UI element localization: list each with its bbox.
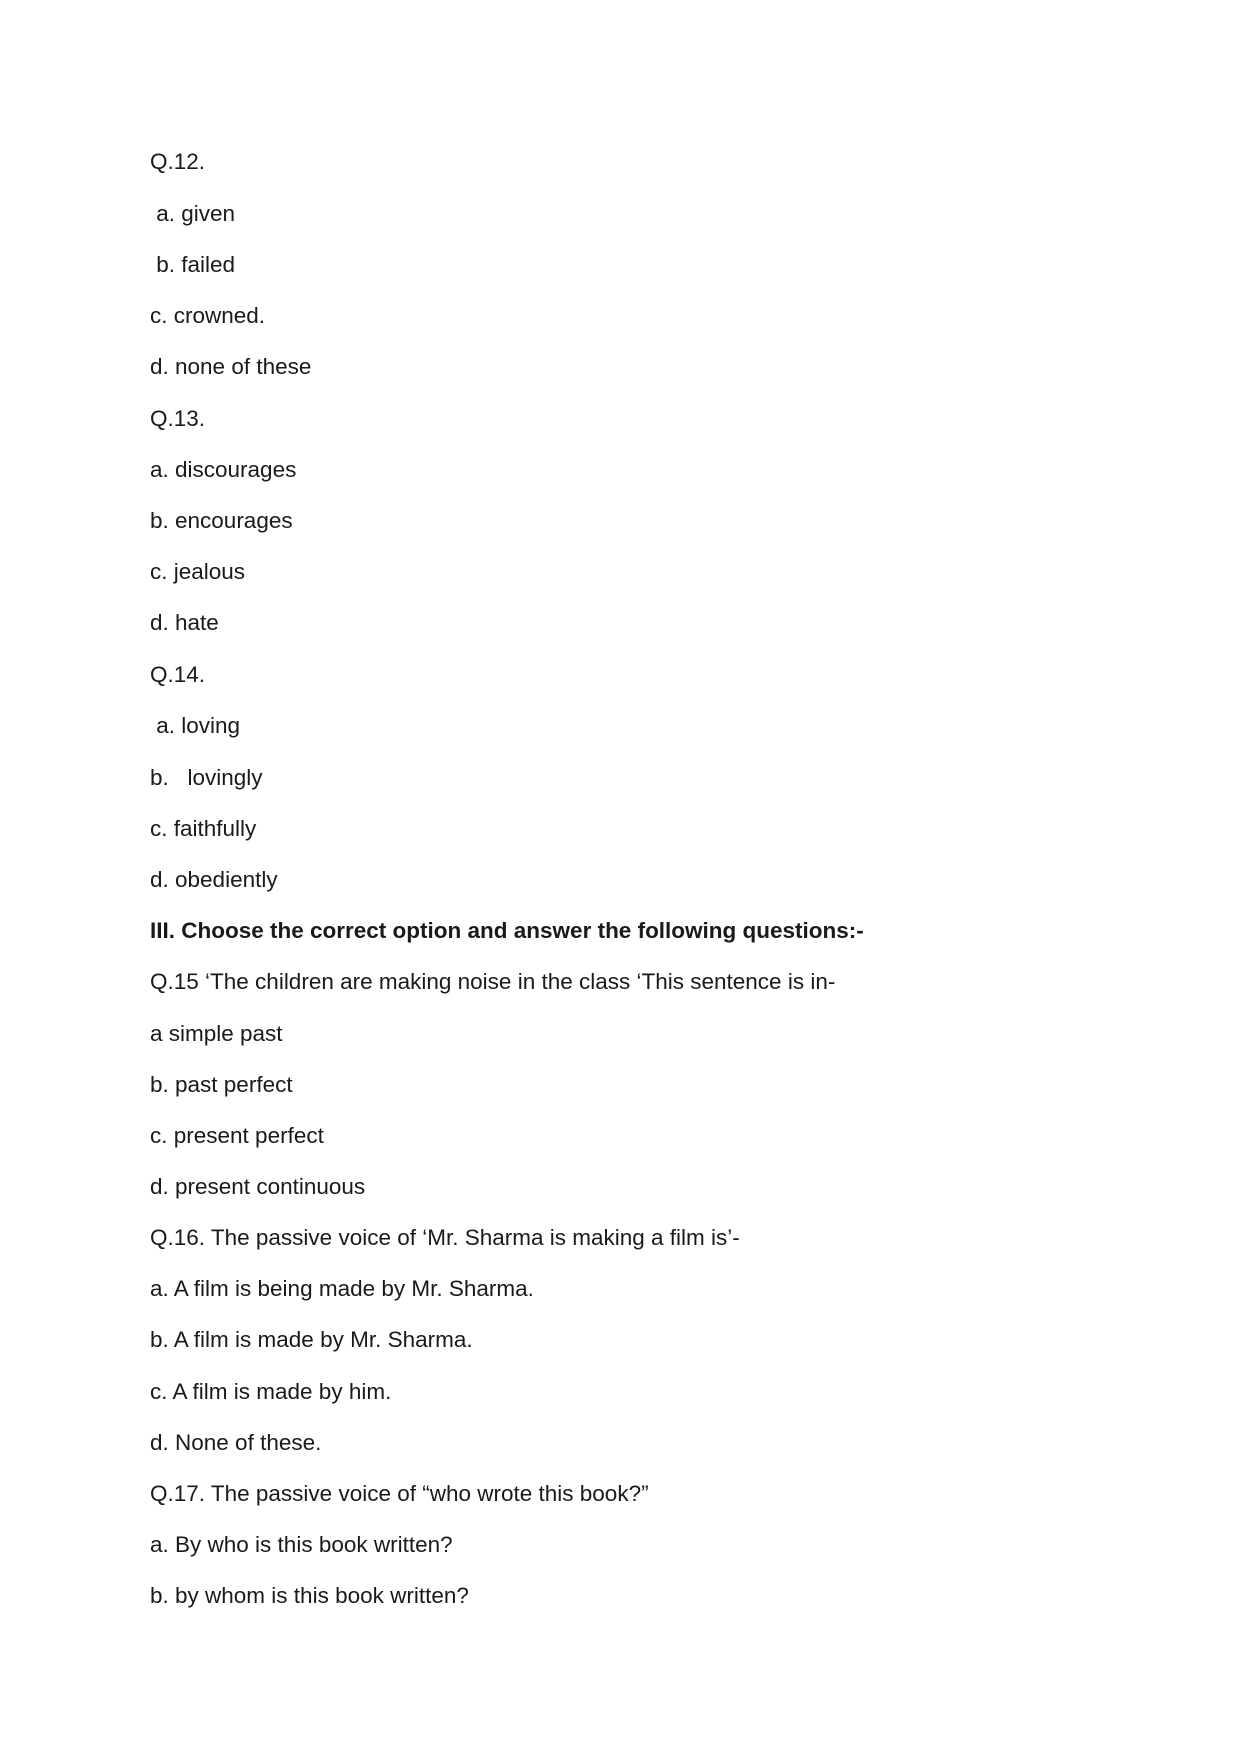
q13-option-a: a. discourages: [150, 457, 297, 482]
q12-option-c: c. crowned.: [150, 303, 266, 328]
q15-option-c: c. present perfect: [150, 1123, 324, 1148]
question-17-text: Q.17. The passive voice of “who wrote this book?”: [150, 1481, 649, 1506]
q16-option-d: d. None of these.: [150, 1430, 322, 1455]
q12-option-a: a. given: [150, 201, 236, 226]
q16-option-a: a. A film is being made by Mr. Sharma.: [150, 1276, 534, 1301]
q12-option-d: d. none of these: [150, 354, 312, 379]
q16-option-b: b. A film is made by Mr. Sharma.: [150, 1327, 473, 1352]
q15-option-a: a simple past: [150, 1021, 283, 1046]
q15-option-d: d. present continuous: [150, 1174, 366, 1199]
question-16-text: Q.16. The passive voice of ‘Mr. Sharma is making a film is’-: [150, 1225, 740, 1250]
question-15-text: Q.15 ‘The children are making noise in the class ‘This sentence is in-: [150, 969, 836, 994]
question-14-heading: Q.14.: [150, 662, 206, 687]
q13-option-c: c. jealous: [150, 559, 246, 584]
q14-option-a: a. loving: [150, 713, 241, 738]
q14-option-c: c. faithfully: [150, 816, 257, 841]
q14-option-b: b. lovingly: [150, 765, 263, 790]
q17-option-b: b. by whom is this book written?: [150, 1583, 469, 1608]
question-12-heading: Q.12.: [150, 149, 206, 174]
q15-option-b: b. past perfect: [150, 1072, 293, 1097]
q13-option-d: d. hate: [150, 610, 219, 635]
q16-option-c: c. A film is made by him.: [150, 1379, 392, 1404]
q17-option-a: a. By who is this book written?: [150, 1532, 453, 1557]
section-iii-heading: III. Choose the correct option and answer the following questions:-: [150, 918, 864, 943]
q12-option-b: b. failed: [150, 252, 236, 277]
q13-option-b: b. encourages: [150, 508, 293, 533]
q14-option-d: d. obediently: [150, 867, 278, 892]
question-13-heading: Q.13.: [150, 406, 206, 431]
